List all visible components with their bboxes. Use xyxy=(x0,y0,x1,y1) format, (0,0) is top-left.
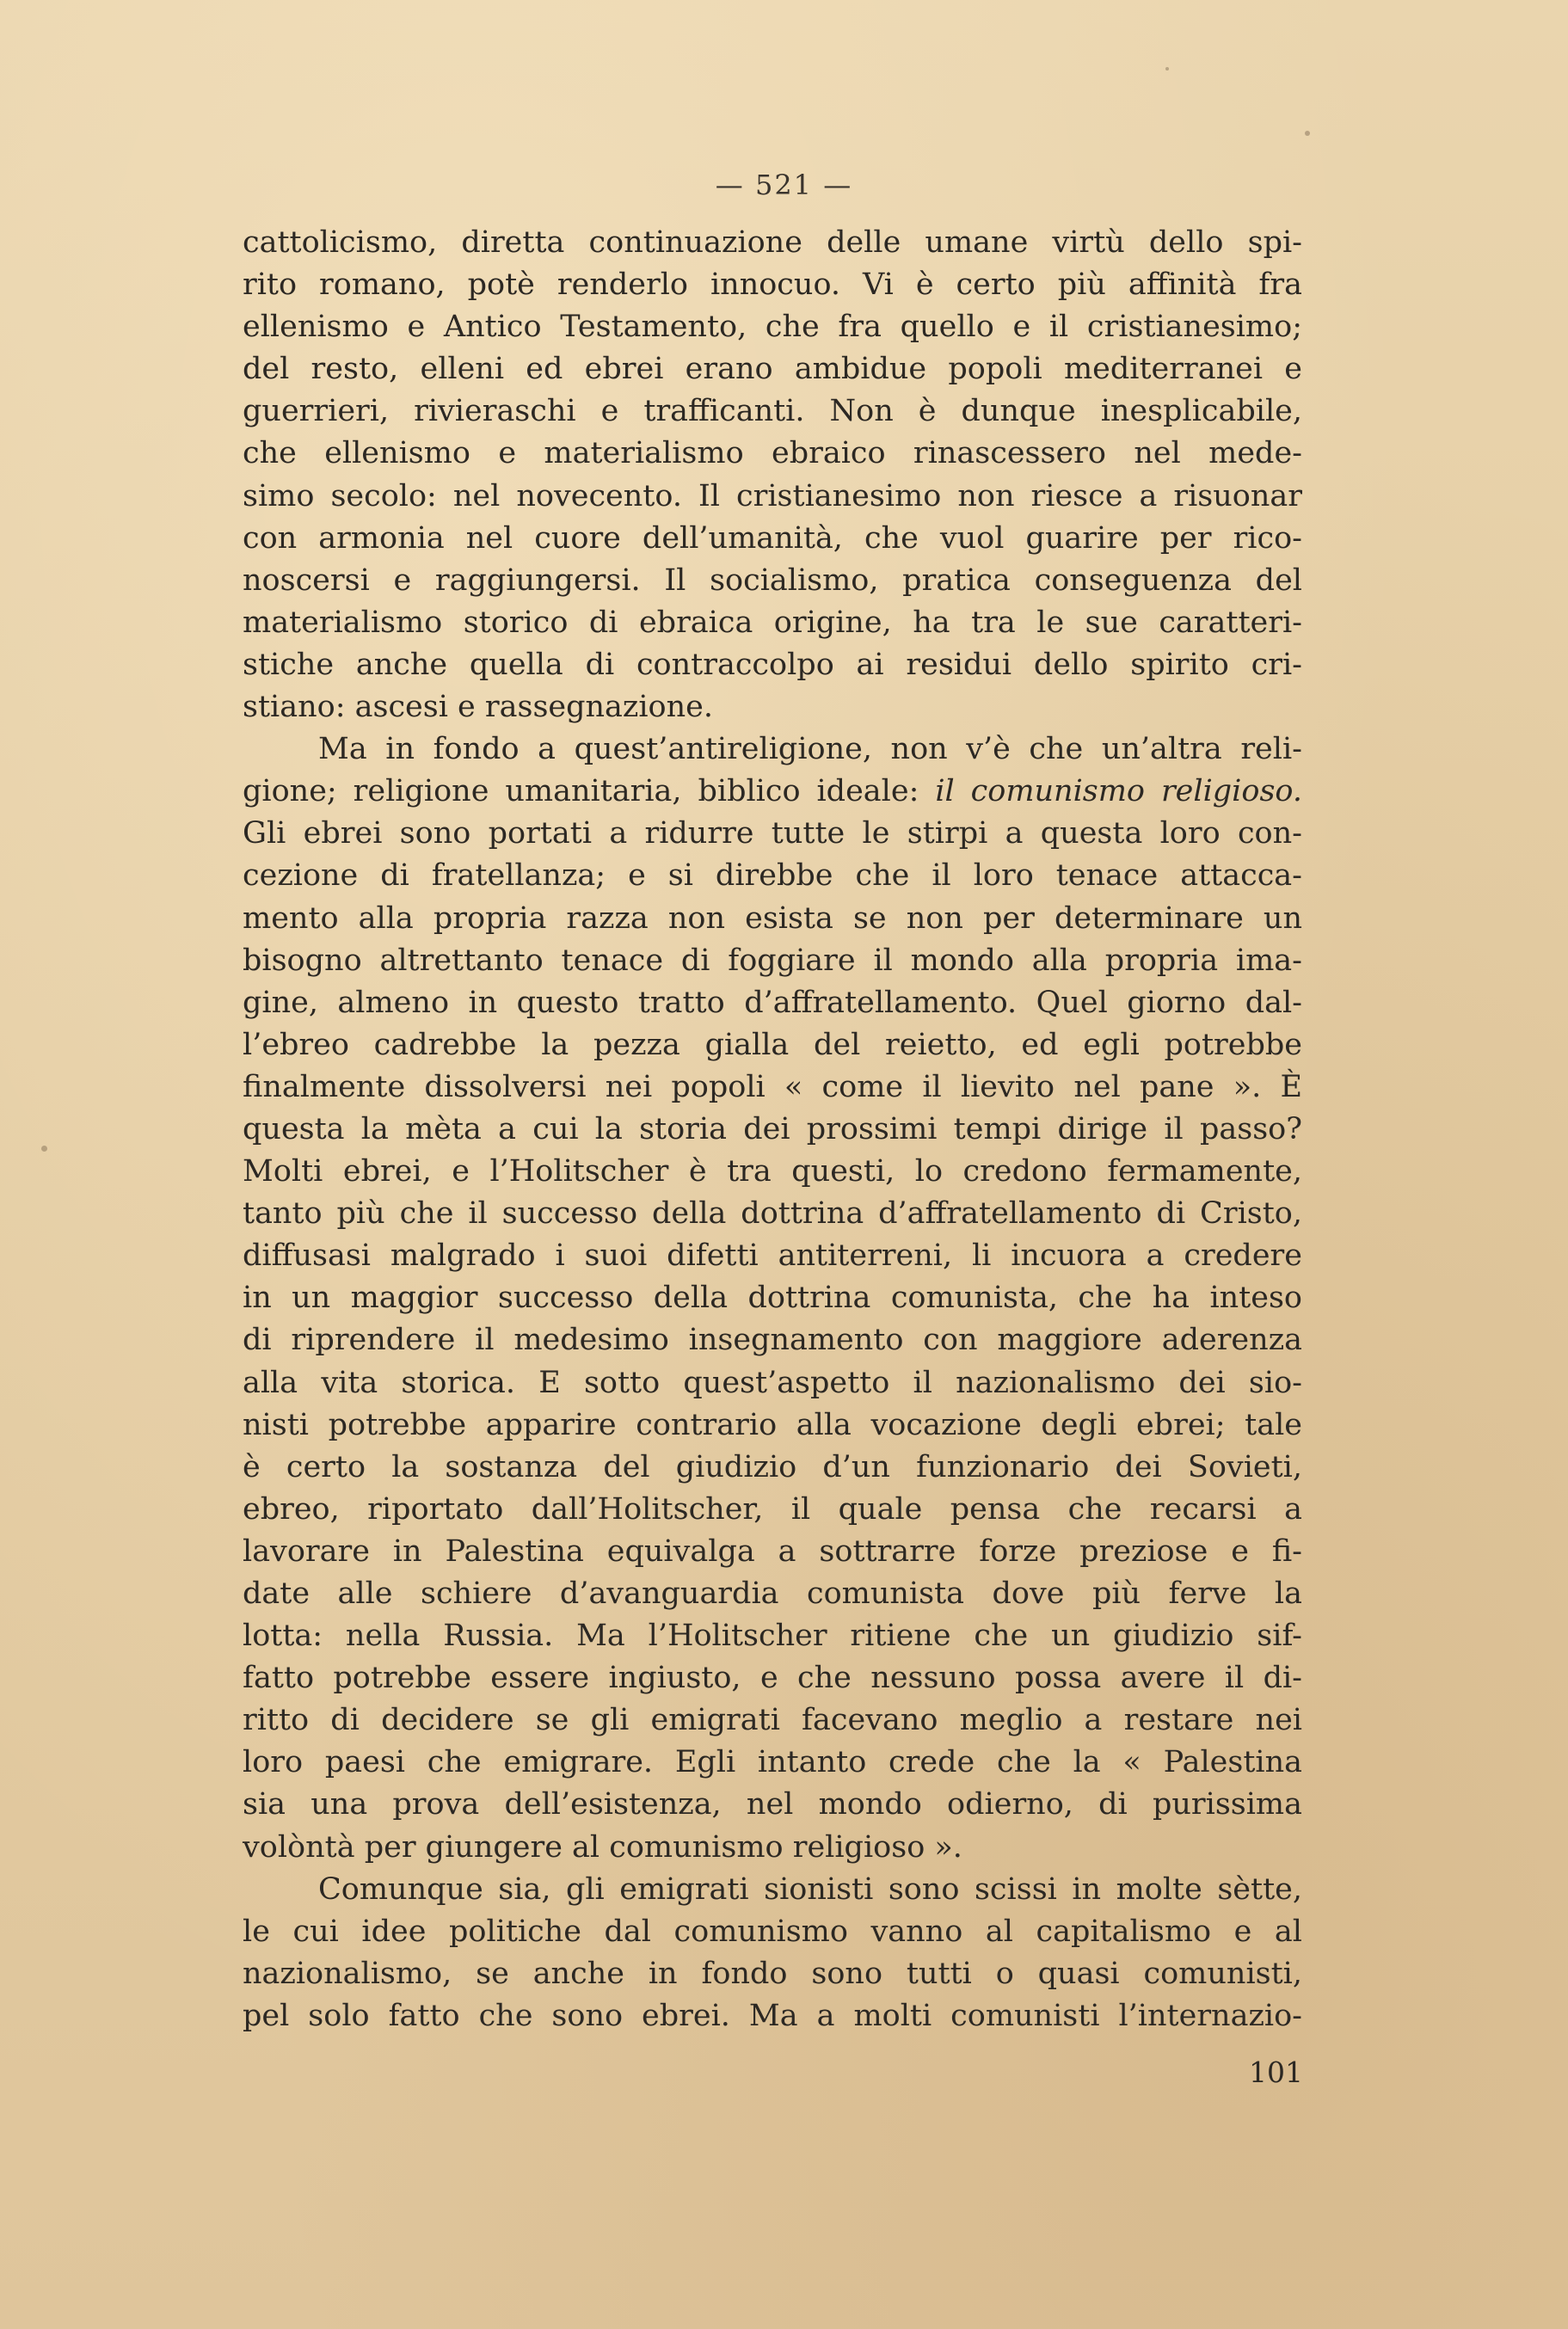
text-line: guerrieri, rivieraschi e trafficanti. Non è dunque inesplicabile, xyxy=(243,394,1302,429)
text-line: ellenismo e Antico Testamento, che fra quello e il cristianesimo; xyxy=(243,310,1302,345)
text-line: in un maggior successo della dottrina comunista, che ha inteso xyxy=(243,1281,1302,1316)
body-text xyxy=(243,222,1302,2037)
text-line: lavorare in Palestina equivalga a sottrarre forze preziose e fi- xyxy=(243,1533,1302,1569)
text-line: simo secolo: nel novecento. Il cristianesimo non riesce a risuonar xyxy=(243,478,1302,513)
text-line: del resto, elleni ed ebrei erano ambidue popoli mediterranei e xyxy=(243,352,1302,387)
text-line: gine, almeno in questo tratto d’affratellamento. Quel giorno dal- xyxy=(243,985,1302,1020)
page-number: — 521 — xyxy=(715,169,853,201)
text-line: tanto più che il successo della dottrina d’affratellamento di Cristo, xyxy=(243,1196,1302,1232)
text-line: materialismo storico di ebraica origine, ha tra le sue caratteri- xyxy=(243,605,1302,640)
emphasized-text: il comunismo religioso. xyxy=(935,774,1302,809)
text-line: volòntà per giungere al comunismo religioso ». xyxy=(243,1829,962,1865)
text-line: diffusasi malgrado i suoi difetti antiterreni, li incuora a credere xyxy=(243,1238,1302,1274)
text-line: finalmente dissolversi nei popoli « come il lievito nel pane ». È xyxy=(243,1069,1302,1104)
text-line: Comunque sia, gli emigrati sionisti sono scissi in molte sètte, xyxy=(318,1871,1302,1907)
text-line: fatto potrebbe essere ingiusto, e che nessuno possa avere il di- xyxy=(243,1661,1302,1696)
paper-speck xyxy=(1165,67,1169,71)
paper-speck xyxy=(1305,131,1310,136)
text-line: pel solo fatto che sono ebrei. Ma a molti comunisti l’internazio- xyxy=(243,1998,1302,2033)
text-line: ebreo, riportato dall’Holitscher, il quale pensa che recarsi a xyxy=(243,1491,1302,1527)
text-line: rito romano, potè renderlo innocuo. Vi è certo più affinità fra xyxy=(243,267,1302,303)
signature-mark: 101 xyxy=(1249,2056,1303,2089)
text-line xyxy=(243,771,1302,813)
text-line: l’ebreo cadrebbe la pezza gialla del reietto, ed egli potrebbe xyxy=(243,1027,1302,1062)
text-line: lotta: nella Russia. Ma l’Holitscher ritiene che un giudizio sif- xyxy=(243,1619,1302,1654)
text-line: nazionalismo, se anche in fondo sono tutti o quasi comunisti, xyxy=(243,1956,1302,1991)
text-line: che ellenismo e materialismo ebraico rinascessero nel mede- xyxy=(243,436,1302,471)
text-line: stiano: ascesi e rassegnazione. xyxy=(243,690,714,725)
text-line: cattolicismo, diretta continuazione delle umane virtù dello spi- xyxy=(243,225,1302,260)
text-line: date alle schiere d’avanguardia comunista dove più ferve la xyxy=(243,1576,1302,1611)
text-line: è certo la sostanza del giudizio d’un funzionario dei Sovieti, xyxy=(243,1449,1302,1484)
text-line: alla vita storica. E sotto quest’aspetto il nazionalismo dei sio- xyxy=(243,1365,1302,1400)
text-line: con armonia nel cuore dell’umanità, che vuol guarire per rico- xyxy=(243,520,1302,556)
text-line: nisti potrebbe apparire contrario alla vocazione degli ebrei; tale xyxy=(243,1407,1302,1442)
paper-speck xyxy=(41,1146,47,1152)
text-line: noscersi e raggiungersi. Il socialismo, pratica conseguenza del xyxy=(243,562,1302,598)
text-line: Molti ebrei, e l’Holitscher è tra questi, lo credono fermamente, xyxy=(243,1154,1302,1189)
text-line: cezione di fratellanza; e si direbbe che il loro tenace attacca- xyxy=(243,858,1302,894)
text-line: le cui idee politiche dal comunismo vanno al capitalismo e al xyxy=(243,1914,1302,1949)
text-line: bisogno altrettanto tenace di foggiare il mondo alla propria ima- xyxy=(243,943,1302,978)
text-line: mento alla propria razza non esista se non per determinare un xyxy=(243,900,1302,936)
text-line: di riprendere il medesimo insegnamento con maggiore aderenza xyxy=(243,1323,1302,1358)
text-line: loro paesi che emigrare. Egli intanto crede che la « Palestina xyxy=(243,1745,1302,1780)
text-line: ritto di decidere se gli emigrati facevano meglio a restare nei xyxy=(243,1703,1302,1738)
text-line: sia una prova dell’esistenza, nel mondo odierno, di purissima xyxy=(243,1787,1302,1822)
text-line: questa la mèta a cui la storia dei prossimi tempi dirige il passo? xyxy=(243,1111,1302,1146)
text-line: stiche anche quella di contraccolpo ai residui dello spirito cri- xyxy=(243,647,1302,682)
text-run: gione; religione umanitaria, biblico ideale: xyxy=(243,774,936,809)
text-line: Ma in fondo a quest’antireligione, non v’è che un’altra reli- xyxy=(318,732,1302,767)
text-line: Gli ebrei sono portati a ridurre tutte le stirpi a questa loro con- xyxy=(243,816,1302,851)
